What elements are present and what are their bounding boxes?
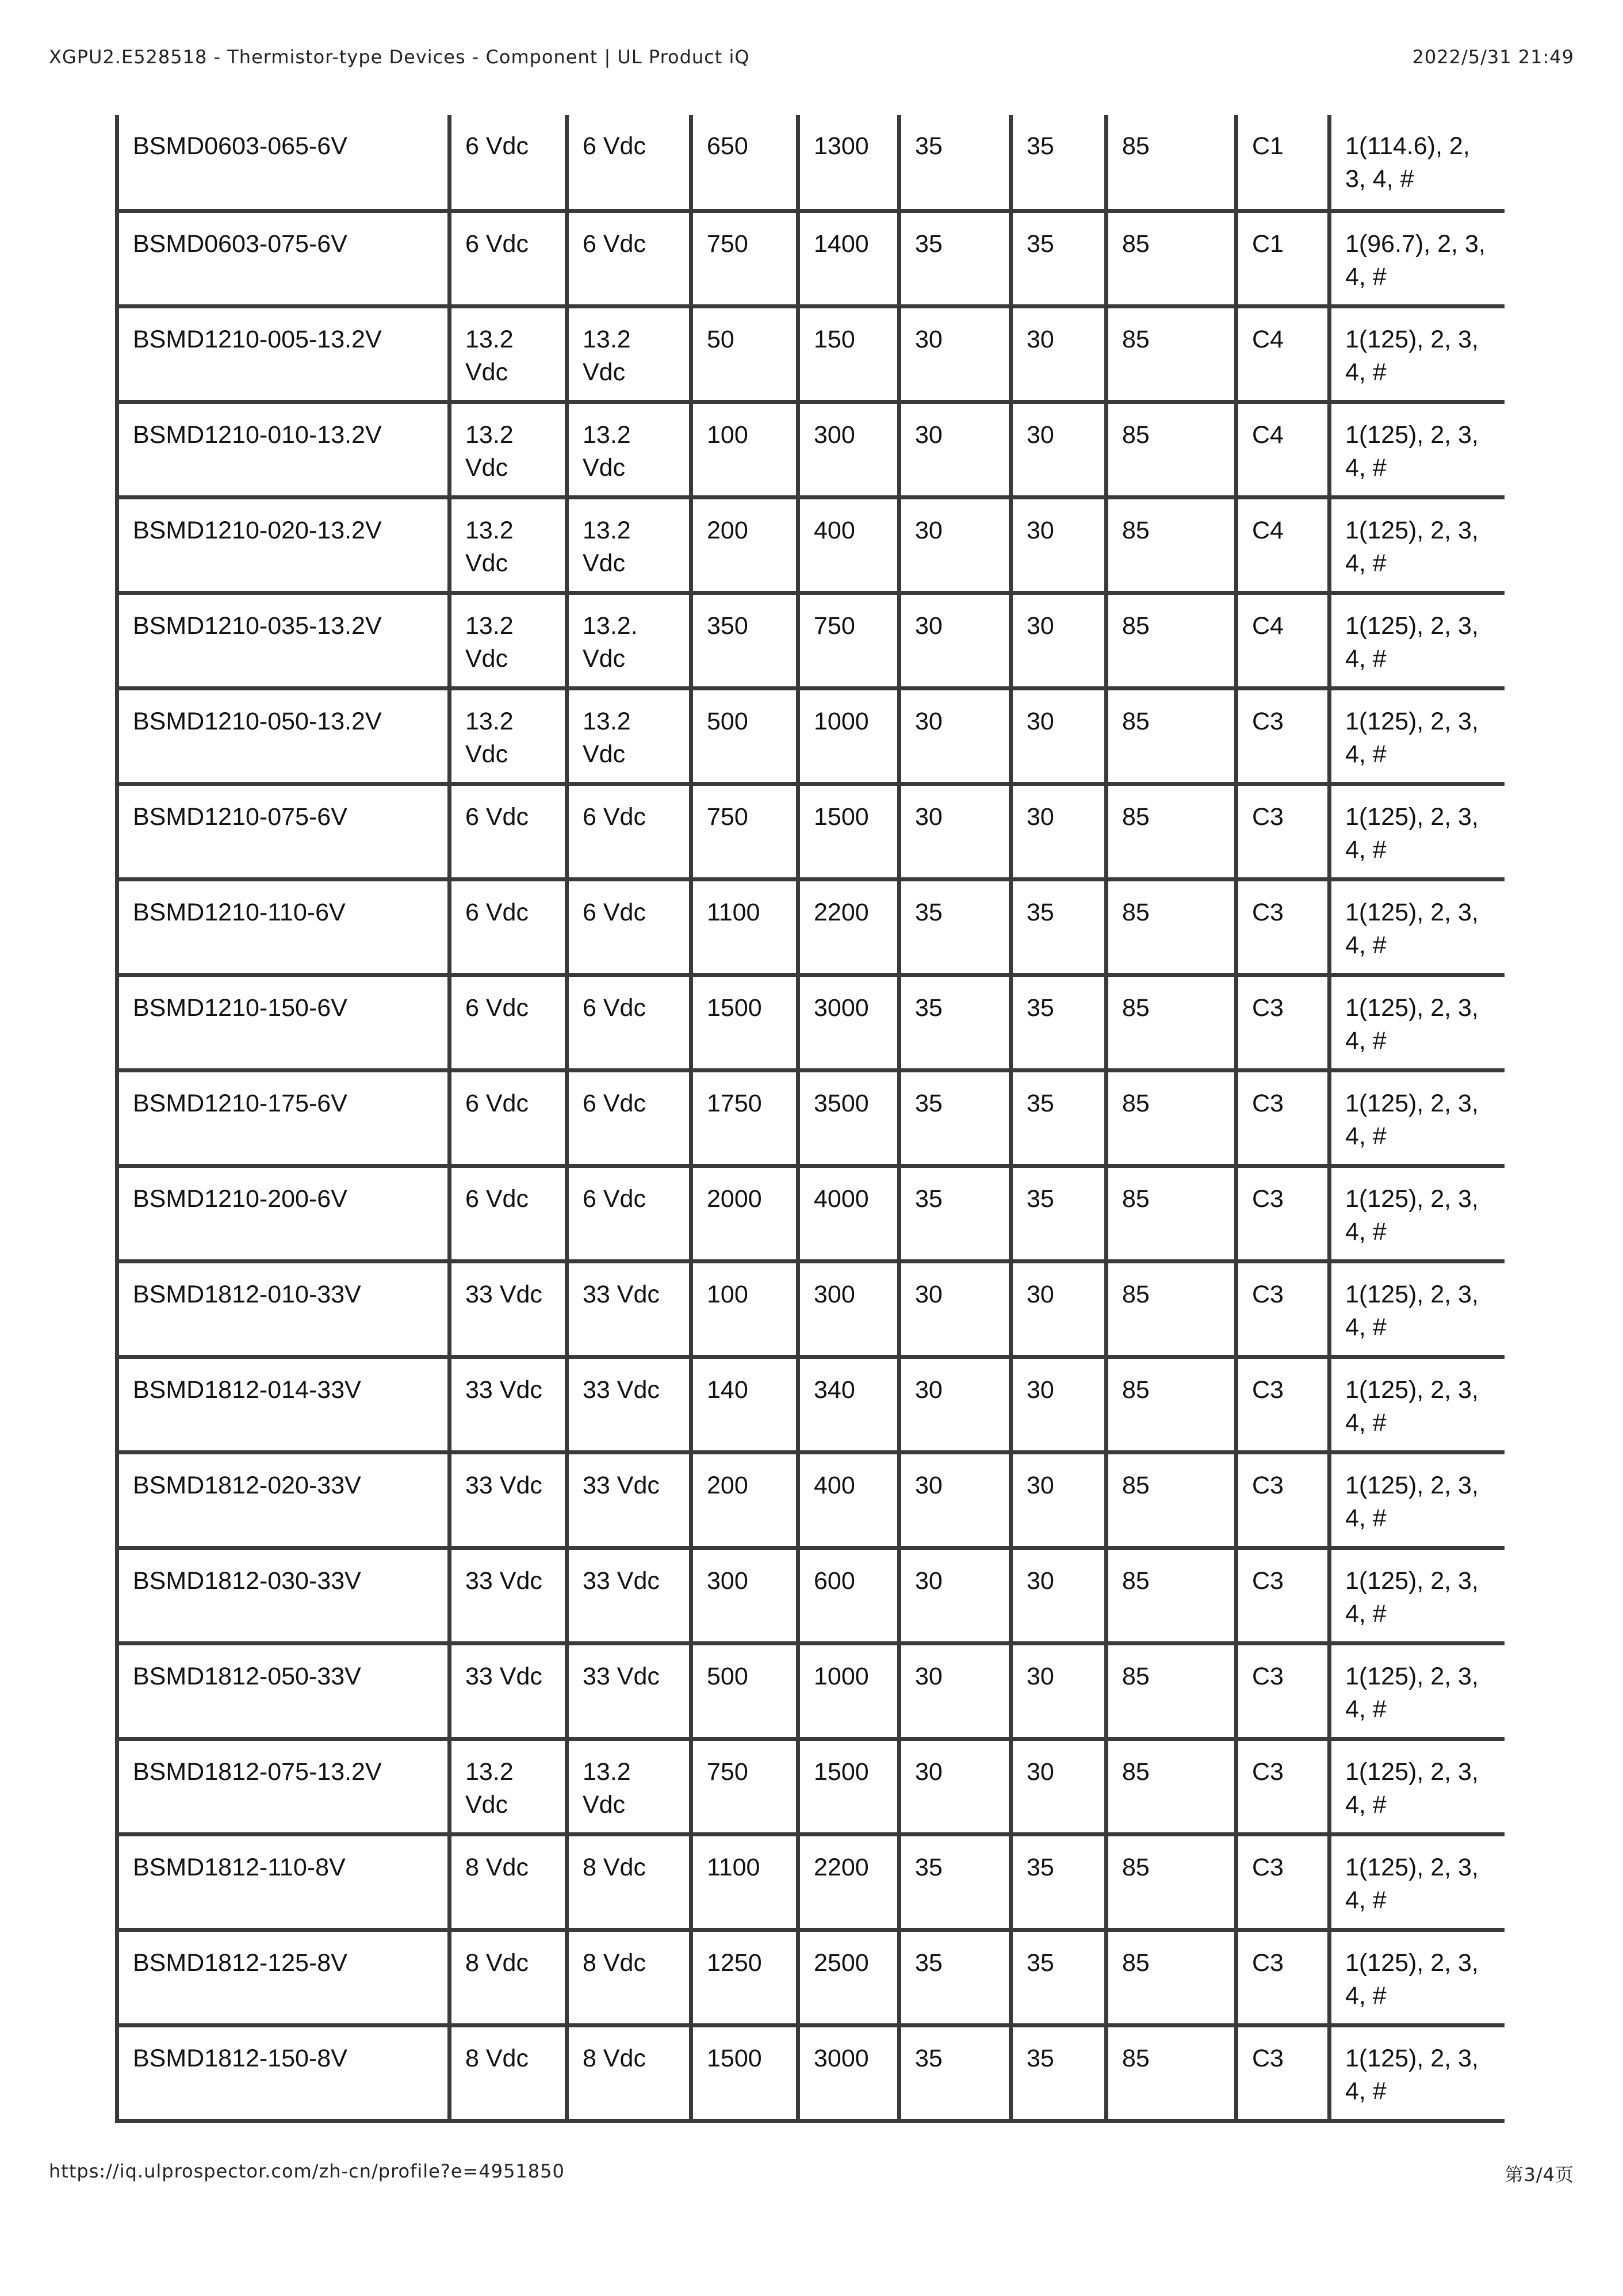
- temp-1-cell: 35: [899, 1834, 1011, 1930]
- voltage-max-cell: 33 Vdc: [450, 1548, 567, 1643]
- voltage-rated-cell: 6 Vdc: [567, 784, 691, 879]
- model-cell: BSMD1210-200-6V: [117, 1166, 450, 1261]
- voltage-rated-cell: 8 Vdc: [567, 2025, 691, 2121]
- trip-current-cell: 340: [798, 1357, 899, 1452]
- voltage-rated-cell: 13.2. Vdc: [567, 593, 691, 688]
- temp-2-cell: 30: [1011, 402, 1107, 497]
- model-cell: BSMD1812-050-33V: [117, 1643, 450, 1739]
- table-row: [117, 1643, 1505, 1739]
- max-temp-cell: 85: [1107, 593, 1237, 688]
- class-cell: C3: [1237, 1739, 1330, 1834]
- temp-1-cell: 35: [899, 1166, 1011, 1261]
- voltage-max-cell: 8 Vdc: [450, 2025, 567, 2121]
- table-row: [117, 1548, 1505, 1643]
- temp-1-cell: 30: [899, 1357, 1011, 1452]
- voltage-max-cell: 6 Vdc: [450, 1166, 567, 1261]
- max-temp-cell: 85: [1107, 1452, 1237, 1548]
- trip-current-cell: 1500: [798, 784, 899, 879]
- table-row: [117, 211, 1505, 306]
- class-cell: C1: [1237, 211, 1330, 306]
- trip-current-cell: 400: [798, 1452, 899, 1548]
- temp-1-cell: 35: [899, 975, 1011, 1070]
- max-temp-cell: 85: [1107, 2025, 1237, 2121]
- temp-1-cell: 35: [899, 1070, 1011, 1166]
- temp-2-cell: 30: [1011, 497, 1107, 593]
- voltage-rated-cell: 6 Vdc: [567, 211, 691, 306]
- model-cell: BSMD0603-075-6V: [117, 211, 450, 306]
- notes-cell: 1(96.7), 2, 3, 4, #: [1330, 211, 1505, 306]
- table-row: [117, 1166, 1505, 1261]
- temp-1-cell: 30: [899, 688, 1011, 784]
- table-row: [117, 1070, 1505, 1166]
- model-cell: BSMD1812-010-33V: [117, 1261, 450, 1357]
- max-temp-cell: 85: [1107, 1166, 1237, 1261]
- max-temp-cell: 85: [1107, 784, 1237, 879]
- class-cell: C3: [1237, 1643, 1330, 1739]
- trip-current-cell: 2500: [798, 1930, 899, 2025]
- voltage-max-cell: 13.2 Vdc: [450, 497, 567, 593]
- temp-1-cell: 30: [899, 784, 1011, 879]
- trip-current-cell: 600: [798, 1548, 899, 1643]
- page-footer: [49, 2160, 1574, 2189]
- voltage-max-cell: 13.2 Vdc: [450, 593, 567, 688]
- temp-2-cell: 30: [1011, 784, 1107, 879]
- max-temp-cell: 85: [1107, 688, 1237, 784]
- table-row: [117, 2025, 1505, 2121]
- max-temp-cell: 85: [1107, 1070, 1237, 1166]
- class-cell: C3: [1237, 1834, 1330, 1930]
- hold-current-cell: 140: [691, 1357, 798, 1452]
- trip-current-cell: 3000: [798, 2025, 899, 2121]
- trip-current-cell: 2200: [798, 879, 899, 975]
- temp-2-cell: 30: [1011, 1452, 1107, 1548]
- notes-cell: 1(125), 2, 3, 4, #: [1330, 1643, 1505, 1739]
- hold-current-cell: 1500: [691, 975, 798, 1070]
- hold-current-cell: 1100: [691, 879, 798, 975]
- temp-2-cell: 35: [1011, 2025, 1107, 2121]
- model-cell: BSMD1210-035-13.2V: [117, 593, 450, 688]
- hold-current-cell: 750: [691, 784, 798, 879]
- temp-2-cell: 30: [1011, 1643, 1107, 1739]
- table-row: [117, 306, 1505, 402]
- voltage-max-cell: 6 Vdc: [450, 975, 567, 1070]
- voltage-rated-cell: 33 Vdc: [567, 1452, 691, 1548]
- notes-cell: 1(125), 2, 3, 4, #: [1330, 1739, 1505, 1834]
- temp-1-cell: 30: [899, 1548, 1011, 1643]
- max-temp-cell: 85: [1107, 1930, 1237, 2025]
- ratings-table-container: [115, 115, 1505, 2140]
- voltage-rated-cell: 6 Vdc: [567, 1166, 691, 1261]
- voltage-rated-cell: 33 Vdc: [567, 1357, 691, 1452]
- table-row: [117, 1834, 1505, 1930]
- table-row: [117, 975, 1505, 1070]
- notes-cell: 1(125), 2, 3, 4, #: [1330, 1930, 1505, 2025]
- class-cell: C3: [1237, 1070, 1330, 1166]
- class-cell: C1: [1237, 115, 1330, 211]
- model-cell: BSMD1812-030-33V: [117, 1548, 450, 1643]
- voltage-max-cell: 33 Vdc: [450, 1643, 567, 1739]
- class-cell: C3: [1237, 784, 1330, 879]
- model-cell: BSMD1210-110-6V: [117, 879, 450, 975]
- notes-cell: 1(125), 2, 3, 4, #: [1330, 879, 1505, 975]
- model-cell: BSMD1812-075-13.2V: [117, 1739, 450, 1834]
- table-row: [117, 784, 1505, 879]
- voltage-max-cell: 13.2 Vdc: [450, 1739, 567, 1834]
- table-row: [117, 1452, 1505, 1548]
- model-cell: BSMD1210-010-13.2V: [117, 402, 450, 497]
- hold-current-cell: 200: [691, 1452, 798, 1548]
- temp-1-cell: 35: [899, 2025, 1011, 2121]
- notes-cell: 1(125), 2, 3, 4, #: [1330, 1070, 1505, 1166]
- voltage-rated-cell: 6 Vdc: [567, 115, 691, 211]
- ratings-table: [115, 115, 1505, 2123]
- class-cell: C4: [1237, 497, 1330, 593]
- temp-2-cell: 35: [1011, 1070, 1107, 1166]
- model-cell: BSMD1812-014-33V: [117, 1357, 450, 1452]
- temp-1-cell: 30: [899, 402, 1011, 497]
- voltage-max-cell: 6 Vdc: [450, 784, 567, 879]
- temp-1-cell: 35: [899, 211, 1011, 306]
- model-cell: BSMD1210-020-13.2V: [117, 497, 450, 593]
- notes-cell: 1(125), 2, 3, 4, #: [1330, 1452, 1505, 1548]
- model-cell: BSMD1210-050-13.2V: [117, 688, 450, 784]
- class-cell: C3: [1237, 879, 1330, 975]
- temp-2-cell: 30: [1011, 593, 1107, 688]
- temp-2-cell: 35: [1011, 1930, 1107, 2025]
- hold-current-cell: 500: [691, 688, 798, 784]
- class-cell: C3: [1237, 975, 1330, 1070]
- hold-current-cell: 100: [691, 402, 798, 497]
- voltage-max-cell: 8 Vdc: [450, 1834, 567, 1930]
- class-cell: C3: [1237, 1357, 1330, 1452]
- notes-cell: 1(125), 2, 3, 4, #: [1330, 1166, 1505, 1261]
- hold-current-cell: 650: [691, 115, 798, 211]
- hold-current-cell: 300: [691, 1548, 798, 1643]
- voltage-rated-cell: 6 Vdc: [567, 879, 691, 975]
- notes-cell: 1(125), 2, 3, 4, #: [1330, 402, 1505, 497]
- notes-cell: 1(125), 2, 3, 4, #: [1330, 2025, 1505, 2121]
- table-row: [117, 115, 1505, 211]
- model-cell: BSMD1812-150-8V: [117, 2025, 450, 2121]
- temp-1-cell: 30: [899, 1739, 1011, 1834]
- max-temp-cell: 85: [1107, 1643, 1237, 1739]
- voltage-rated-cell: 13.2 Vdc: [567, 306, 691, 402]
- max-temp-cell: 85: [1107, 115, 1237, 211]
- temp-2-cell: 35: [1011, 975, 1107, 1070]
- hold-current-cell: 750: [691, 211, 798, 306]
- notes-cell: 1(125), 2, 3, 4, #: [1330, 975, 1505, 1070]
- max-temp-cell: 85: [1107, 1834, 1237, 1930]
- voltage-rated-cell: 33 Vdc: [567, 1548, 691, 1643]
- voltage-max-cell: 6 Vdc: [450, 115, 567, 211]
- temp-1-cell: 30: [899, 306, 1011, 402]
- temp-2-cell: 35: [1011, 879, 1107, 975]
- class-cell: C4: [1237, 593, 1330, 688]
- max-temp-cell: 85: [1107, 211, 1237, 306]
- max-temp-cell: 85: [1107, 975, 1237, 1070]
- trip-current-cell: 3000: [798, 975, 899, 1070]
- page-header: [49, 46, 1574, 75]
- trip-current-cell: 3500: [798, 1070, 899, 1166]
- hold-current-cell: 1750: [691, 1070, 798, 1166]
- voltage-rated-cell: 33 Vdc: [567, 1643, 691, 1739]
- hold-current-cell: 50: [691, 306, 798, 402]
- class-cell: C3: [1237, 1548, 1330, 1643]
- class-cell: C4: [1237, 306, 1330, 402]
- hold-current-cell: 1500: [691, 2025, 798, 2121]
- table-row: [117, 497, 1505, 593]
- max-temp-cell: 85: [1107, 402, 1237, 497]
- temp-1-cell: 30: [899, 593, 1011, 688]
- temp-2-cell: 30: [1011, 1739, 1107, 1834]
- trip-current-cell: 1400: [798, 211, 899, 306]
- hold-current-cell: 1100: [691, 1834, 798, 1930]
- trip-current-cell: 300: [798, 1261, 899, 1357]
- class-cell: C3: [1237, 1930, 1330, 2025]
- notes-cell: 1(114.6), 2, 3, 4, #: [1330, 115, 1505, 211]
- voltage-max-cell: 8 Vdc: [450, 1930, 567, 2025]
- page-number: 第3/4页: [1505, 2164, 1574, 2186]
- temp-1-cell: 35: [899, 1930, 1011, 2025]
- max-temp-cell: 85: [1107, 1357, 1237, 1452]
- voltage-rated-cell: 8 Vdc: [567, 1834, 691, 1930]
- trip-current-cell: 1500: [798, 1739, 899, 1834]
- model-cell: BSMD0603-065-6V: [117, 115, 450, 211]
- table-row: [117, 1739, 1505, 1834]
- notes-cell: 1(125), 2, 3, 4, #: [1330, 1548, 1505, 1643]
- temp-1-cell: 30: [899, 1261, 1011, 1357]
- voltage-rated-cell: 13.2 Vdc: [567, 497, 691, 593]
- temp-1-cell: 30: [899, 1452, 1011, 1548]
- voltage-max-cell: 13.2 Vdc: [450, 306, 567, 402]
- class-cell: C3: [1237, 1261, 1330, 1357]
- trip-current-cell: 300: [798, 402, 899, 497]
- temp-1-cell: 35: [899, 879, 1011, 975]
- voltage-rated-cell: 33 Vdc: [567, 1261, 691, 1357]
- max-temp-cell: 85: [1107, 306, 1237, 402]
- class-cell: C3: [1237, 2025, 1330, 2121]
- notes-cell: 1(125), 2, 3, 4, #: [1330, 1261, 1505, 1357]
- voltage-rated-cell: 6 Vdc: [567, 1070, 691, 1166]
- trip-current-cell: 150: [798, 306, 899, 402]
- table-row: [117, 879, 1505, 975]
- trip-current-cell: 1000: [798, 1643, 899, 1739]
- model-cell: BSMD1812-110-8V: [117, 1834, 450, 1930]
- hold-current-cell: 750: [691, 1739, 798, 1834]
- trip-current-cell: 1300: [798, 115, 899, 211]
- print-datetime: 2022/5/31 21:49: [1412, 46, 1574, 68]
- hold-current-cell: 2000: [691, 1166, 798, 1261]
- temp-2-cell: 35: [1011, 1166, 1107, 1261]
- voltage-rated-cell: 13.2 Vdc: [567, 688, 691, 784]
- temp-1-cell: 35: [899, 115, 1011, 211]
- max-temp-cell: 85: [1107, 497, 1237, 593]
- voltage-rated-cell: 13.2 Vdc: [567, 402, 691, 497]
- page-url: https://iq.ulprospector.com/zh-cn/profile?e=4951850: [49, 2160, 565, 2182]
- temp-1-cell: 30: [899, 1643, 1011, 1739]
- table-row: [117, 593, 1505, 688]
- model-cell: BSMD1812-020-33V: [117, 1452, 450, 1548]
- max-temp-cell: 85: [1107, 1548, 1237, 1643]
- voltage-max-cell: 13.2 Vdc: [450, 688, 567, 784]
- voltage-max-cell: 6 Vdc: [450, 211, 567, 306]
- notes-cell: 1(125), 2, 3, 4, #: [1330, 306, 1505, 402]
- notes-cell: 1(125), 2, 3, 4, #: [1330, 784, 1505, 879]
- temp-2-cell: 30: [1011, 688, 1107, 784]
- temp-2-cell: 30: [1011, 306, 1107, 402]
- notes-cell: 1(125), 2, 3, 4, #: [1330, 1834, 1505, 1930]
- ratings-table-body: [117, 115, 1505, 2121]
- temp-2-cell: 35: [1011, 1834, 1107, 1930]
- voltage-rated-cell: 8 Vdc: [567, 1930, 691, 2025]
- voltage-rated-cell: 6 Vdc: [567, 975, 691, 1070]
- voltage-max-cell: 6 Vdc: [450, 1070, 567, 1166]
- voltage-max-cell: 33 Vdc: [450, 1452, 567, 1548]
- notes-cell: 1(125), 2, 3, 4, #: [1330, 1357, 1505, 1452]
- class-cell: C3: [1237, 1452, 1330, 1548]
- max-temp-cell: 85: [1107, 1739, 1237, 1834]
- model-cell: BSMD1210-005-13.2V: [117, 306, 450, 402]
- temp-2-cell: 35: [1011, 115, 1107, 211]
- model-cell: BSMD1210-175-6V: [117, 1070, 450, 1166]
- class-cell: C4: [1237, 402, 1330, 497]
- hold-current-cell: 350: [691, 593, 798, 688]
- hold-current-cell: 200: [691, 497, 798, 593]
- table-row: [117, 1261, 1505, 1357]
- max-temp-cell: 85: [1107, 879, 1237, 975]
- notes-cell: 1(125), 2, 3, 4, #: [1330, 688, 1505, 784]
- notes-cell: 1(125), 2, 3, 4, #: [1330, 497, 1505, 593]
- model-cell: BSMD1812-125-8V: [117, 1930, 450, 2025]
- table-row: [117, 688, 1505, 784]
- trip-current-cell: 2200: [798, 1834, 899, 1930]
- temp-2-cell: 30: [1011, 1548, 1107, 1643]
- voltage-max-cell: 6 Vdc: [450, 879, 567, 975]
- voltage-max-cell: 33 Vdc: [450, 1261, 567, 1357]
- temp-2-cell: 30: [1011, 1261, 1107, 1357]
- class-cell: C3: [1237, 688, 1330, 784]
- hold-current-cell: 1250: [691, 1930, 798, 2025]
- temp-2-cell: 30: [1011, 1357, 1107, 1452]
- voltage-rated-cell: 13.2 Vdc: [567, 1739, 691, 1834]
- trip-current-cell: 400: [798, 497, 899, 593]
- class-cell: C3: [1237, 1166, 1330, 1261]
- temp-2-cell: 35: [1011, 211, 1107, 306]
- document-title: XGPU2.E528518 - Thermistor-type Devices - Component | UL Product iQ: [49, 46, 750, 68]
- trip-current-cell: 4000: [798, 1166, 899, 1261]
- max-temp-cell: 85: [1107, 1261, 1237, 1357]
- model-cell: BSMD1210-075-6V: [117, 784, 450, 879]
- notes-cell: 1(125), 2, 3, 4, #: [1330, 593, 1505, 688]
- voltage-max-cell: 33 Vdc: [450, 1357, 567, 1452]
- trip-current-cell: 750: [798, 593, 899, 688]
- hold-current-cell: 100: [691, 1261, 798, 1357]
- table-row: [117, 1930, 1505, 2025]
- table-row: [117, 1357, 1505, 1452]
- model-cell: BSMD1210-150-6V: [117, 975, 450, 1070]
- trip-current-cell: 1000: [798, 688, 899, 784]
- table-row: [117, 402, 1505, 497]
- temp-1-cell: 30: [899, 497, 1011, 593]
- voltage-max-cell: 13.2 Vdc: [450, 402, 567, 497]
- hold-current-cell: 500: [691, 1643, 798, 1739]
